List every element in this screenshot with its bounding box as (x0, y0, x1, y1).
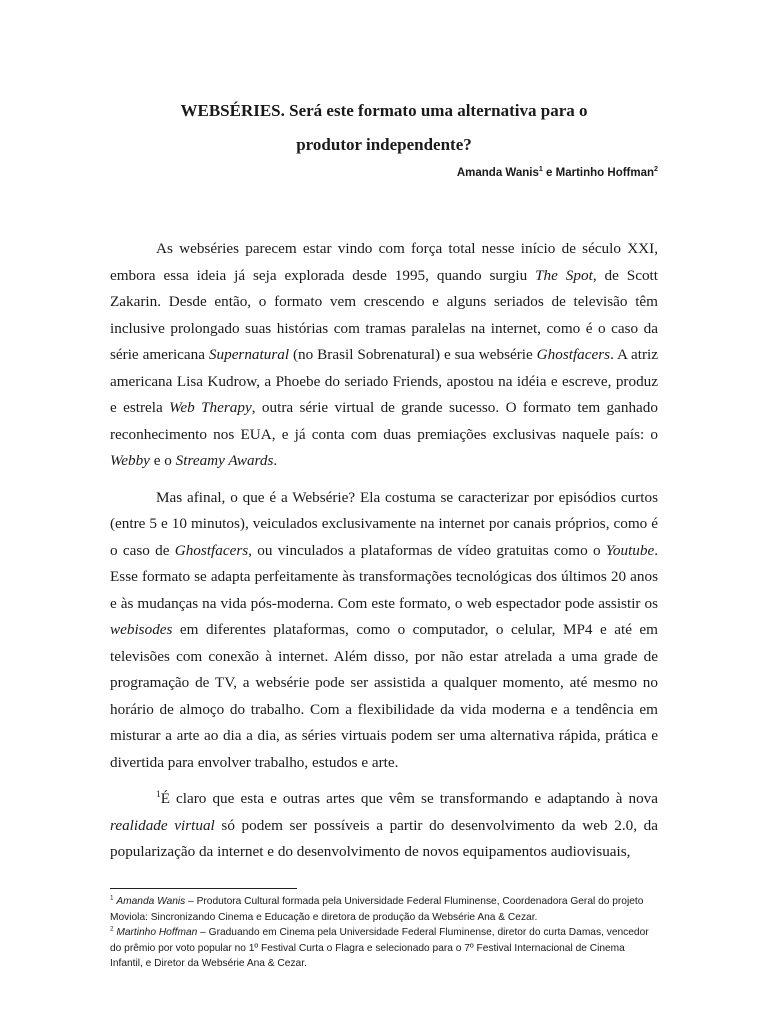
body-text (110, 236, 658, 876)
footnote-number: 2 (110, 925, 114, 933)
title-line-1: WEBSÉRIES. Será este formato uma alternativa para o (180, 101, 588, 120)
text-run: É claro que esta e outras artes que vêm se transformando e adaptando à nova (160, 790, 658, 807)
italic-run: Webby (110, 452, 150, 469)
italic-run: webisodes (110, 621, 173, 638)
italic-run: realidade virtual (110, 816, 215, 834)
text-run: , de Scott Zakarin. Desde então, o formato vem crescendo e alguns seriados de televisão têm inclusive prolongado suas histórias com tramas paralelas na internet, como é o caso da série americana (110, 266, 658, 363)
text-run: , ou vinculados a plataformas de vídeo gratuitas como o (248, 541, 606, 559)
footnote-author-name: Amanda Wanis (116, 896, 186, 907)
text-run: (no Brasil Sobrenatural) e sua websérie (289, 346, 537, 363)
paragraph-1 (110, 236, 658, 475)
text-run: só podem ser possíveis a partir do desenvolvimento da web 2.0, da popularização da internet e do desenvolvimento de novos equipamentos audiovisuais, (110, 816, 658, 860)
footnote-author-name: Martinho Hoffman (116, 927, 198, 938)
footnote-separator (110, 888, 297, 889)
text-run: . Esse formato se adapta perfeitamente às transformações tecnológicas dos últimos 20 anos e às mudanças na vida pós-moderna. Com este formato, o web espectador pode assistir os (110, 541, 659, 612)
author-2-footnote-mark: 2 (654, 165, 658, 174)
paragraph-3 (110, 786, 658, 866)
italic-run: The Spot (535, 266, 593, 284)
text-run: . A atriz americana Lisa Kudrow, a Phoebe do seriado Friends, apostou na idéia e escreve, produz e estrela (110, 346, 658, 416)
text-run: e o (149, 452, 176, 469)
italic-run: Ghostfacers (174, 541, 249, 559)
document-title (110, 94, 658, 162)
title-line-2: produtor independente? (296, 135, 472, 154)
footnotes (110, 894, 658, 972)
footnote-number: 1 (110, 894, 114, 902)
italic-run: Supernatural (208, 346, 290, 363)
author-1-footnote-mark: 1 (538, 165, 543, 174)
paragraph-2 (110, 485, 658, 777)
footnote-text: – Graduando em Cinema pela Universidade Federal Fluminense, diretor do curta Damas, vencedor do prêmio por voto popular no 1º Festival Curta o Flagra e selecionado para o 7º Festival Internacional de Cinema Infantil, e Diretor da Websérie Ana & Cezar. (110, 927, 649, 969)
authors-line (457, 167, 658, 179)
footnote-2 (110, 925, 658, 972)
text-run: Mas afinal, o que é a Websérie? Ela costuma se caracterizar por episódios curtos (entre 5 e 10 minutos), veiculados exclusivamente na internet por canais próprios, como é o caso de (110, 488, 658, 559)
authors-conjunction: e (542, 167, 556, 179)
footnote-mark: 1 (156, 789, 161, 800)
italic-run: Web Therapy (169, 399, 252, 416)
author-2: Martinho Hoffman (555, 167, 655, 179)
text-run: . (273, 452, 278, 469)
italic-run: Youtube (605, 541, 655, 559)
text-run: , outra série virtual de grande sucesso. O formato tem ganhado reconhecimento nos EUA, e já conta com duas premiações exclusivas naquele país: o (110, 399, 658, 443)
footnote-1 (110, 894, 658, 925)
italic-run: Streamy Awards (175, 452, 274, 469)
author-1: Amanda Wanis (456, 167, 539, 179)
footnote-text: – Produtora Cultural formada pela Universidade Federal Fluminense, Coordenadora Geral do projeto Moviola: Sincronizando Cinema e Educação e diretora de produção da Websérie Ana & Cezar. (110, 896, 644, 923)
text-run: As webséries parecem estar vindo com força total nesse início de século XXI, embora essa ideia já seja explorada desde 1995, quando surgiu (110, 240, 658, 284)
italic-run: Ghostfacers (536, 346, 611, 363)
text-run: em diferentes plataformas, como o computador, o celular, MP4 e até em televisões com conexão à internet. Além disso, por não estar atrelada a uma grade de programação de TV, a websérie pode ser assistida a qualquer momento, até mesmo no horário de almoço do trabalho. Com a flexibilidade da vida moderna e a tendência em misturar a arte ao dia a dia, as séries virtuais podem ser uma alternativa rápida, prática e divertida para envolver trabalho, estudos e arte. (110, 621, 658, 771)
